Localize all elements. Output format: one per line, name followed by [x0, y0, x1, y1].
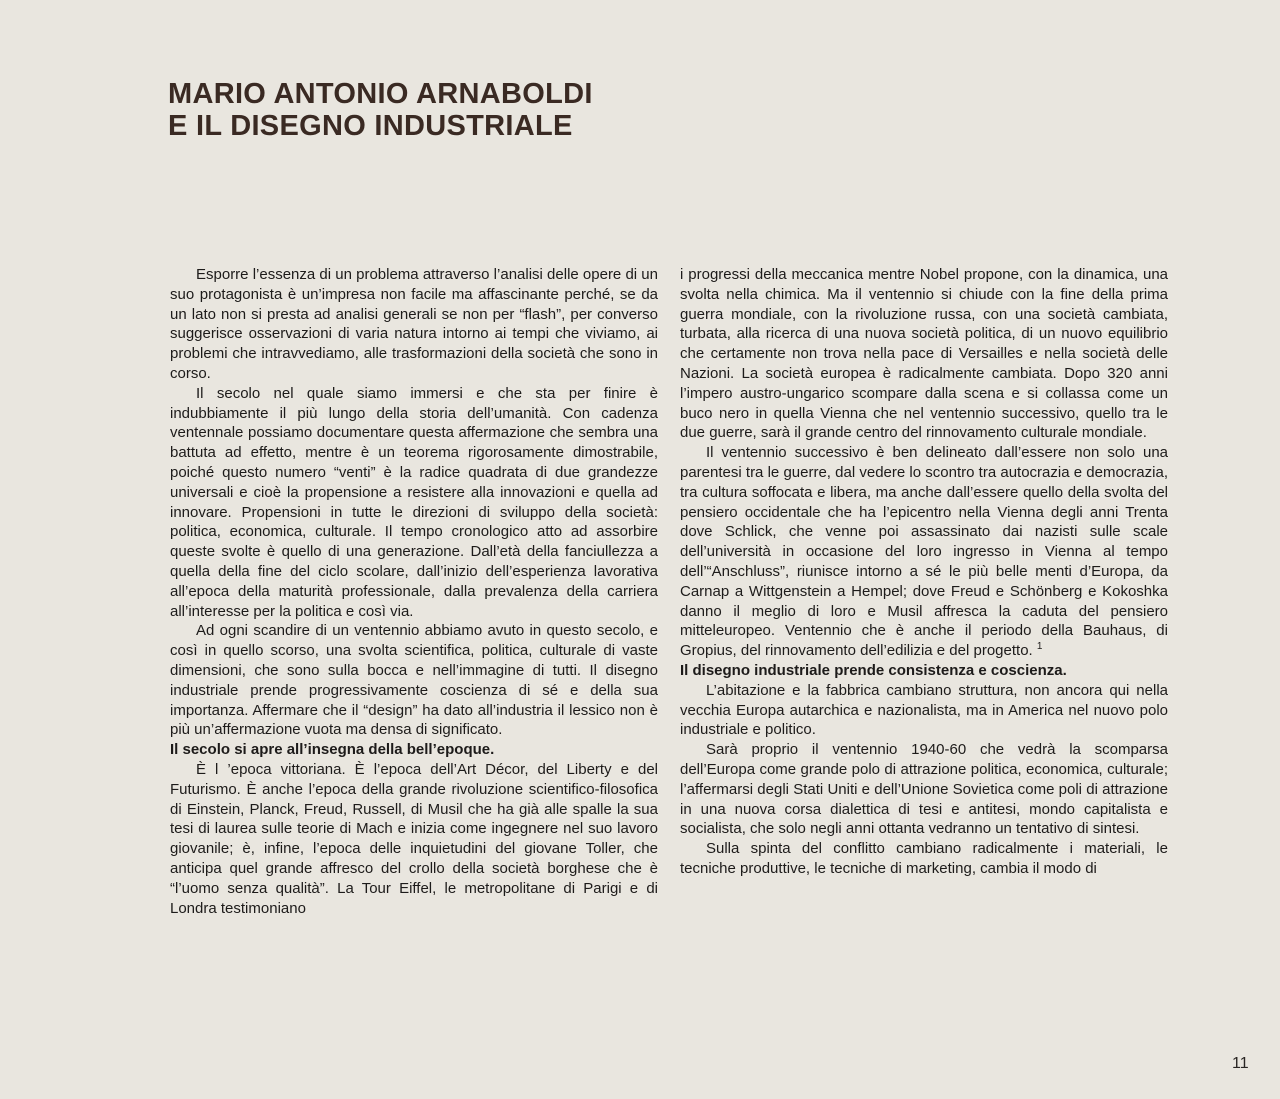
page-number: 11 [1232, 1055, 1249, 1072]
left-column [170, 265, 658, 918]
right-section-heading: Il disegno industriale prende consistenza e coscienza. [680, 661, 1067, 679]
right-paragraph-3: L’abitazione e la fabbrica cambiano struttura, non ancora qui nella vecchia Europa autarchica e nazionalista, ma in America nel nuovo polo industriale e politico. [680, 681, 1168, 739]
right-paragraph-2-text: Il ventennio successivo è ben delineato dall’essere non solo una parentesi tra le guerre, dal vedere lo scontro tra autocrazia e democrazia, tra cultura soffocata e libera, ma anche dall’essere quello della svolta del pensiero occidentale che ha l’epicentro nella Vienna degli anni Trenta dove Schlick, che venne poi assassinato dai nazisti sulle scale dell’università in occasione del loro ingresso in Vienna al tempo dell’“Anschluss”, riunisce intorno a sé le più belle menti d’Europa, da Carnap a Wittgenstein a Hempel; dove Freud e Schönberg e Kokoshka danno il meglio di loro e Musil affresca la caduta del pensiero mitteleuropeo. Ventennio che è anche il periodo della Bauhaus, di Gropius, del rinnovamento dell’edilizia e del progetto. [680, 444, 1168, 660]
right-paragraph-2 [680, 443, 1168, 661]
left-paragraph-2: Il secolo nel quale siamo immersi e che sta per finire è indubbiamente il più lungo della storia dell’umanità. Con cadenza ventennale possiamo documentare questa affermazione che sembra una battuta ad effetto, mentre è un teorema rigorosamente dimostrabile, poiché questo numero “venti” è la radice quadrata di due grandezze universali e cioè la propensione a resistere alla innovazioni e quella ad innovare. Propensioni in tutte le direzioni di sviluppo della società: politica, economica, culturale. Il tempo cronologico atto ad assorbire queste svolte è quello di una generazione. Dall’età della fanciullezza a quella della fine del ciclo scolare, dall’inizio dell’esperienza lavorativa all’epoca della maturità professionale, dalla prevalenza della carriera all’interesse per la politica e così via. [170, 384, 658, 620]
left-paragraph-1: Esporre l’essenza di un problema attraverso l’analisi delle opere di un suo protagonista è un’impresa non facile ma affascinante perché, se da un lato non si presta ad analisi generali se non per “flash”, per converso suggerisce osservazioni di varia natura intorno ai tempi che viviamo, ai problemi che intravvediamo, alle trasformazioni della società che sono in corso. [170, 266, 658, 382]
title-line-2: E IL DISEGNO INDUSTRIALE [168, 110, 573, 142]
title-line-1: MARIO ANTONIO ARNABOLDI [168, 78, 593, 110]
right-paragraph-continued: i progressi della meccanica mentre Nobel propone, con la dinamica, una svolta nella chimica. Ma il ventennio si chiude con la fine della prima guerra mondiale, con la rivoluzione russa, con una società cambiata, turbata, alla ricerca di una nuova società politica, di un nuovo equilibrio che certamente non trova nella pace di Versailles e nella società delle Nazioni. La società europea è radicalmente cambiata. Dopo 320 anni l’impero austro-ungarico scompare dalla scena e si collassa come un buco nero in quella Vienna che nel ventennio successivo, quello tra le due guerre, sarà il grande centro del rinnovamento culturale mondiale. [680, 266, 1168, 442]
right-paragraph-5: Sulla spinta del conflitto cambiano radicalmente i materiali, le tecniche produttive, le tecniche di marketing, cambia il modo di [680, 840, 1168, 877]
left-section-heading: Il secolo si apre all’insegna della bell’epoque. [170, 741, 495, 759]
right-column [680, 265, 1168, 879]
left-paragraph-4: È l ’epoca vittoriana. È l’epoca dell’Art Décor, del Liberty e del Futurismo. È anche l’epoca della grande rivoluzione scientifico-filosofica di Einstein, Planck, Freud, Russell, di Musil che ha già alle spalle la sua tesi di laurea sulle teorie di Mach e inizia come ingegnere nel suo lavoro giovanile; è, infine, l’epoca delle inquietudini del giovane Toller, che anticipa quel grande affresco del crollo della società borghese che è “l’uomo senza qualità”. La Tour Eiffel, le metropolitane di Parigi e di Londra testimoniano [170, 760, 658, 917]
footnote-marker: 1 [1036, 641, 1043, 653]
left-paragraph-3: Ad ogni scandire di un ventennio abbiamo avuto in questo secolo, e così in quello scorso, una svolta scientifica, politica, culturale di vaste dimensioni, che sono sulla bocca e nell’immagine di tutti. Il disegno industriale prende progressivamente coscienza di sé e della sua importanza. Affermare che il “design” ha dato all’industria il lessico non è più un’affermazione vuota ma densa di significato. [170, 622, 658, 739]
right-paragraph-4: Sarà proprio il ventennio 1940-60 che vedrà la scomparsa dell’Europa come grande polo di attrazione politica, economica, culturale; l’affermarsi degli Stati Uniti e dell’Unione Sovietica come poli di attrazione in una nuova corsa dialettica di tesi e antitesi, mondo capitalista e socialista, che solo negli anni ottanta vedranno un tentativo di sintesi. [680, 741, 1168, 838]
page-title [168, 78, 868, 142]
